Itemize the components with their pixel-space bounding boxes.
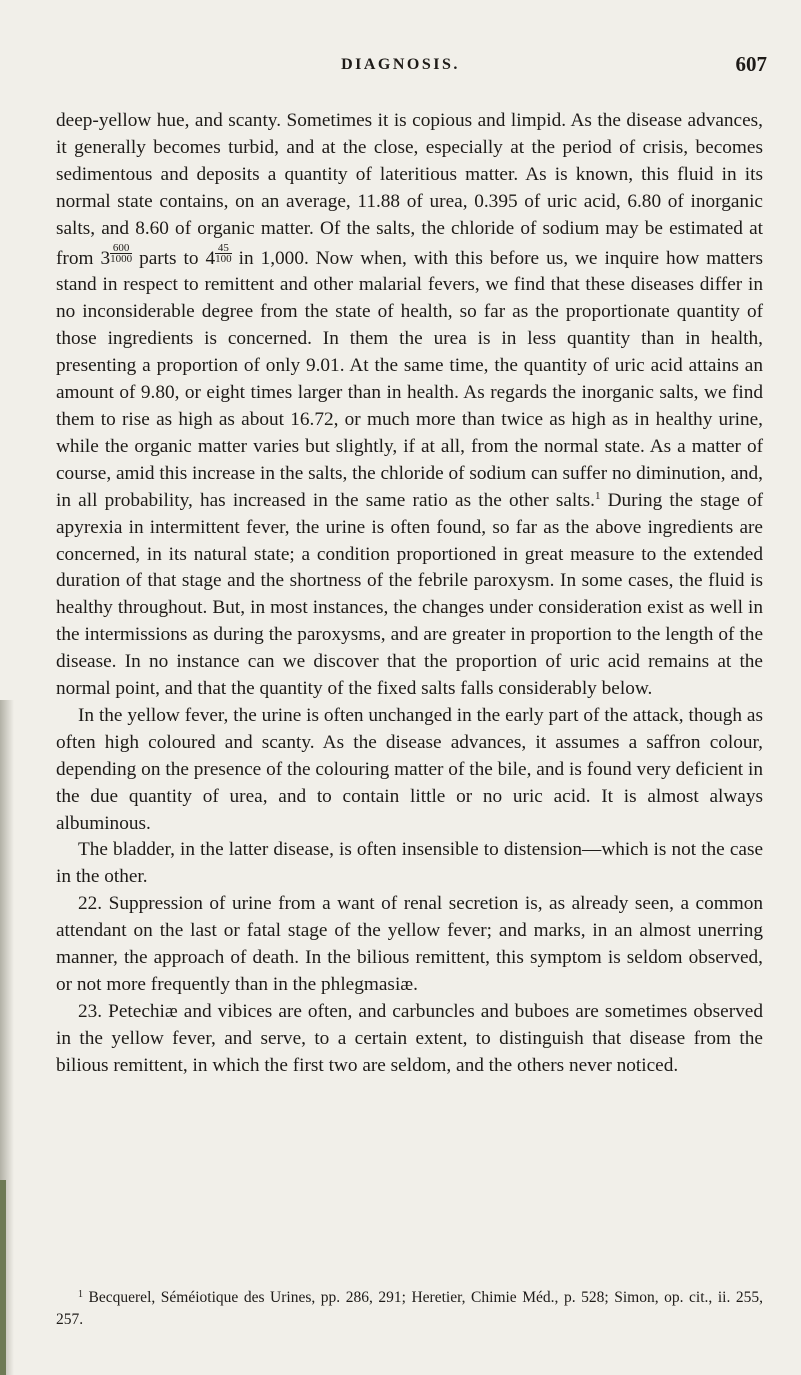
- footnote-reference: 1: [594, 489, 601, 502]
- paragraph-bladder: The bladder, in the latter disease, is often insensible to distension—which is not the case in the other.: [56, 839, 763, 888]
- footnote-text: [56, 1287, 763, 1331]
- binding-edge: [0, 1180, 6, 1375]
- fraction-600-1000: $\frac{600}{1000}$: [110, 241, 133, 265]
- footnote-citation: Becquerel, Séméiotique des Urines, pp. 286, 291; Heretier, Chimie Méd., p. 528; Simon, op. cit., ii. 255, 257.: [56, 1289, 763, 1328]
- paragraph-text: During the stage of apyrexia in intermittent fever, the urine is often found, so far as the above ingredients are concerned, in its natural state; a condition proportioned in great measure to the extended duration of that stage and the shortness of the febrile paroxysm. In some cases, the fluid is healthy throughout. But, in most instances, the changes under consideration exist as well in the intermissions as during the paroxysms, and are greater in proportion to the length of the disease. In no instance can we discover that the proportion of uric acid remains at the normal point, and that the quantity of the fixed salts falls considerably below.: [56, 489, 764, 700]
- footnote: [56, 1287, 763, 1331]
- paragraph-text: deep-yellow hue, and scanty. Sometimes it is copious and limpid. As the disease advances, it generally becomes turbid, and at the close, especially at the period of crisis, becomes sedimentous and deposits a quantity of lateritious matter. As is known, this fluid in its normal state contains, on an average, 11.88 of urea, 0.395 of uric acid, 6.80 of inorganic salts, and 8.60 of organic matter. Of the salts, the chloride of sodium may be estimated at from 3: [56, 110, 763, 269]
- footnote-marker: 1: [78, 1289, 83, 1300]
- page-number: 607: [735, 52, 767, 76]
- paragraph-23-petechiae: 23. Petechiæ and vibices are often, and carbuncles and buboes are sometimes observed in the yellow fever, and serve, to a certain extent, to distinguish that disease from the bilious remittent, in which the first two are seldom, and the others never noticed.: [56, 1000, 763, 1076]
- body-text: [56, 108, 763, 1080]
- page-header: [0, 52, 801, 82]
- fraction-45-100: $\frac{45}{100}$: [215, 241, 232, 265]
- paragraph-yellow-fever-urine: In the yellow fever, the urine is often unchanged in the early part of the attack, though as often high coloured and scanty. As the disease advances, it assumes a saffron colour, depending on the presence of the colouring matter of the bile, and is found very deficient in the due quantity of urea, and to contain little or no uric acid. It is almost always albuminous.: [56, 704, 763, 834]
- paragraph-text: parts to 4: [132, 247, 216, 269]
- paragraph-22-suppression: 22. Suppression of urine from a want of renal secretion is, as already seen, a common attendant on the last or fatal stage of the yellow fever; and marks, in an almost unerring manner, the approach of death. In the bilious remittent, this symptom is seldom observed, or not more frequently than in the phlegmasiæ.: [56, 893, 763, 995]
- paragraph-text: in 1,000. Now when, with this before us, we inquire how matters stand in respect to remittent and other malarial fevers, we find that these diseases differ in no inconsiderable degree from the state of health, so far as the proportionate quantity of those ingredients is concerned. In them the urea is in less quantity than in health, presenting a proportion of only 9.01. At the same time, the quantity of uric acid attains an amount of 9.80, or eight times larger than in health. As regards the inorganic salts, we find them to rise as high as about 16.72, or much more than twice as high as in healthy urine, while the organic matter varies but slightly, if at all, from the normal state. As a matter of course, amid this increase in the salts, the chloride of sodium can suffer no diminution, and, in all probability, has increased in the same ratio as the other salts.: [56, 247, 763, 511]
- running-head: DIAGNOSIS.: [341, 56, 460, 73]
- paragraph-urine-analysis: [56, 108, 763, 703]
